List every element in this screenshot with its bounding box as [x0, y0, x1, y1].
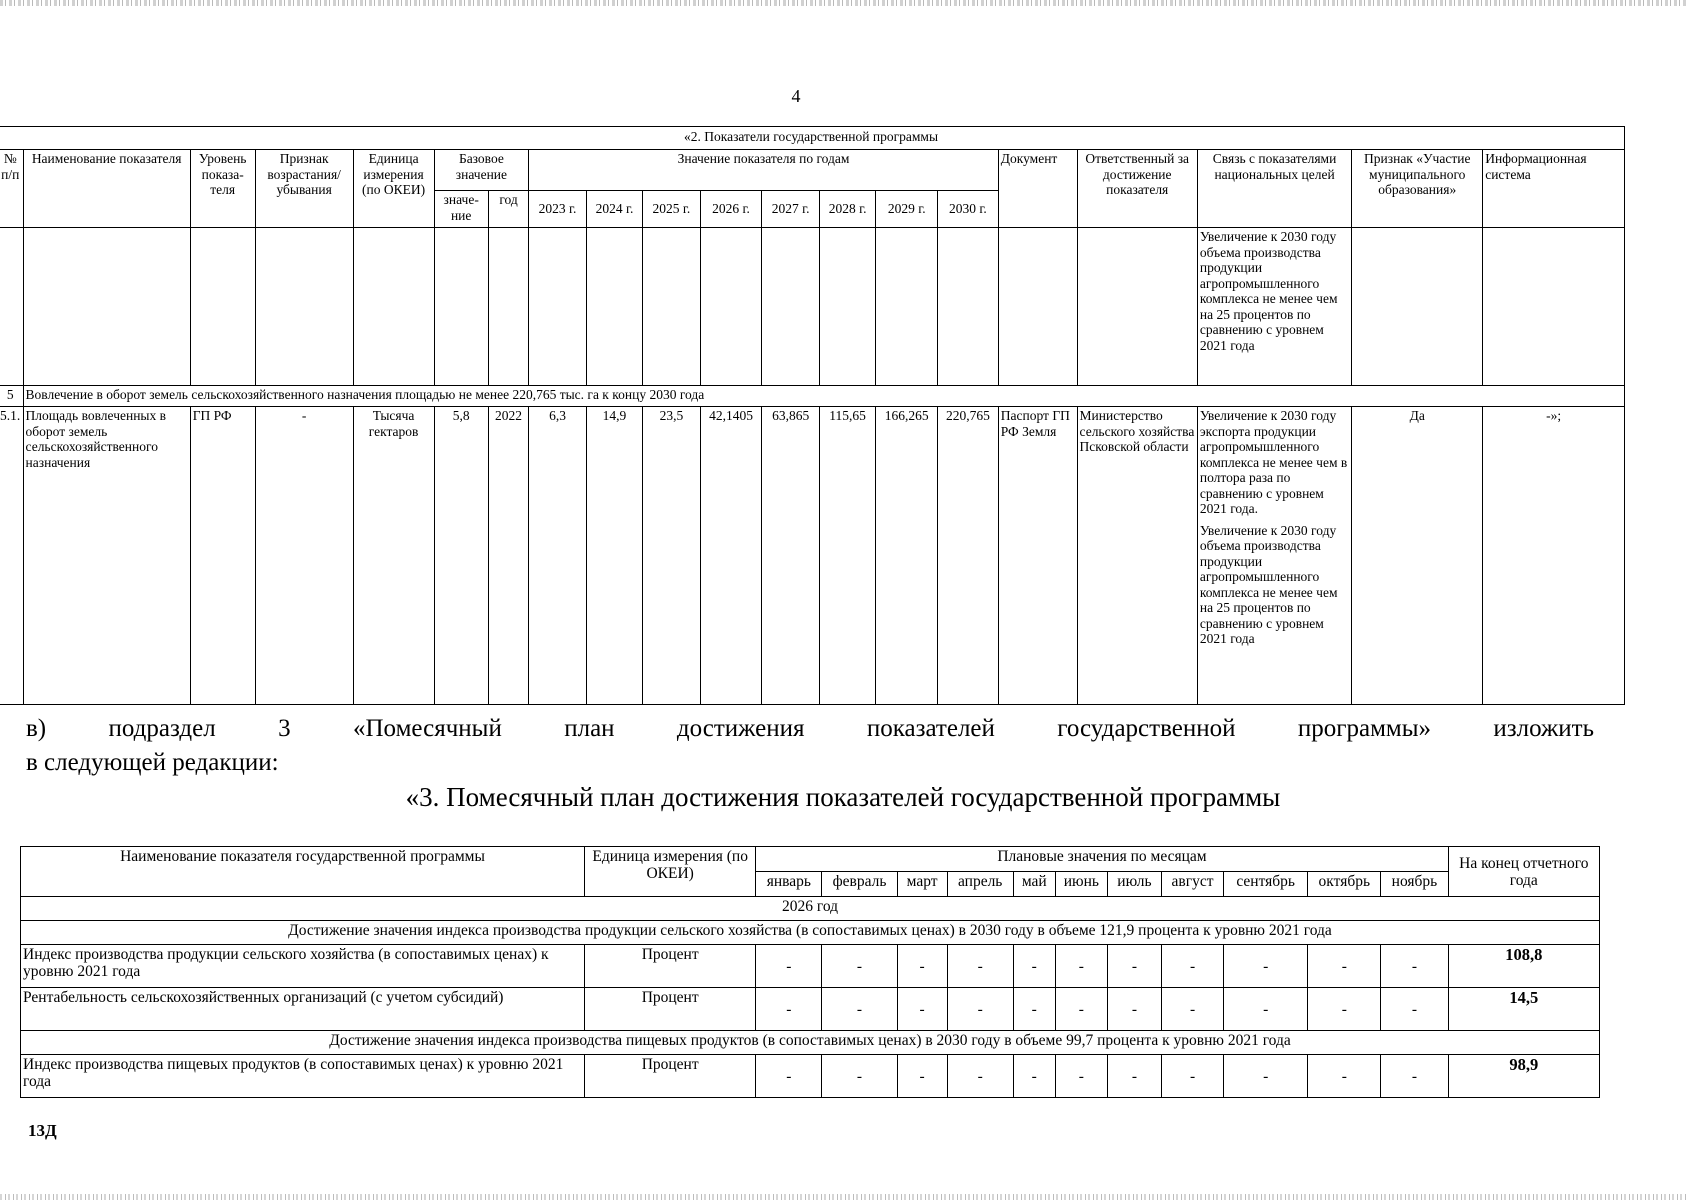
header-base: Базовое значение — [434, 150, 529, 191]
row-national — [1197, 407, 1351, 705]
header-month: сентябрь — [1224, 872, 1308, 897]
header-month: июль — [1107, 872, 1161, 897]
header-end-of-year: На конец отчетного года — [1448, 847, 1599, 897]
month-value: - — [822, 945, 897, 988]
header-year: 2026 г. — [700, 191, 762, 228]
month-value: - — [1161, 1055, 1223, 1098]
row-doc: Паспорт ГП РФ Земля — [998, 407, 1077, 705]
header-month: август — [1161, 872, 1223, 897]
header-unit: Единица измерения (по ОКЕИ) — [585, 847, 756, 897]
header-doc: Документ — [998, 150, 1077, 228]
header-base-value: значе-ние — [434, 191, 488, 228]
header-national: Связь с показателями национальных целей — [1197, 150, 1351, 228]
header-municipal: Признак «Участие муниципального образования» — [1352, 150, 1483, 228]
row-name: Площадь вовлеченных в оборот земель сельскохозяйственного назначения — [23, 407, 190, 705]
indicators-table — [0, 126, 1625, 705]
table-row — [21, 945, 1600, 988]
table-row — [21, 1055, 1600, 1098]
month-value: - — [1055, 1055, 1107, 1098]
header-year: 2024 г. — [586, 191, 642, 228]
month-value: - — [1107, 1055, 1161, 1098]
footer-code: 13Д — [28, 1121, 57, 1140]
header-level: Уровень показа-теля — [190, 150, 255, 228]
instruction-line-2: в следующей редакции: — [26, 749, 279, 776]
header-name: Наименование показателя — [23, 150, 190, 228]
month-value: - — [1308, 988, 1381, 1031]
month-value: - — [756, 945, 822, 988]
month-value: - — [1055, 988, 1107, 1031]
header-year: 2023 г. — [529, 191, 586, 228]
month-value: - — [1055, 945, 1107, 988]
month-value: - — [822, 988, 897, 1031]
month-value: - — [1224, 945, 1308, 988]
section-title: Вовлечение в оборот земель сельскохозяйственного назначения площадью не менее 220,765 тыс. га к концу 2030 года — [23, 386, 1624, 407]
end-of-year-value: 14,5 — [1448, 988, 1599, 1031]
month-value: - — [1013, 1055, 1055, 1098]
header-responsible: Ответственный за достижение показателя — [1077, 150, 1197, 228]
national-goal-1: Увеличение к 2030 году экспорта продукции агропромышленного комплекса не менее чем в полтора раза по сравнению с уровнем 2021 года. — [1199, 408, 1348, 516]
header-year: 2025 г. — [643, 191, 700, 228]
header-month: март — [897, 872, 947, 897]
row-unit: Тысяча гектаров — [353, 407, 434, 705]
month-value: - — [822, 1055, 897, 1098]
section-row — [0, 386, 1625, 407]
indicator-unit: Процент — [585, 1055, 756, 1098]
month-value: - — [1161, 945, 1223, 988]
row-year-value: 115,65 — [819, 407, 875, 705]
month-value: - — [1013, 988, 1055, 1031]
header-month: октябрь — [1308, 872, 1381, 897]
month-value: - — [947, 945, 1013, 988]
goal-group-title: Достижение значения индекса производства пищевых продуктов (в сопоставимых ценах) в 2030 году в объеме 99,7 процента к уровню 2021 года — [21, 1031, 1600, 1055]
row-municipal: Да — [1352, 407, 1483, 705]
header-month: февраль — [822, 872, 897, 897]
indicator-name: Рентабельность сельскохозяйственных организаций (с учетом субсидий) — [21, 988, 585, 1031]
month-value: - — [897, 945, 947, 988]
indicator-name: Индекс производства пищевых продуктов (в сопоставимых ценах) к уровню 2021 года — [21, 1055, 585, 1098]
end-of-year-value: 98,9 — [1448, 1055, 1599, 1098]
header-month: май — [1013, 872, 1055, 897]
header-month: апрель — [947, 872, 1013, 897]
header-infosys: Информационная система — [1483, 150, 1625, 228]
header-base-year: год — [488, 191, 528, 228]
header-month: июнь — [1055, 872, 1107, 897]
month-value: - — [1308, 1055, 1381, 1098]
header-month: январь — [756, 872, 822, 897]
national-goal-cell: Увеличение к 2030 году объема производства продукции агропромышленного комплекса не менее чем на 25 процентов по сравнению с уровнем 2021 года — [1197, 228, 1351, 386]
month-value: - — [897, 988, 947, 1031]
table-row — [21, 988, 1600, 1031]
page-number: 4 — [791, 86, 801, 106]
indicator-name: Индекс производства продукции сельского хозяйства (в сопоставимых ценах) к уровню 2021 года — [21, 945, 585, 988]
header-unit: Единица измерения (по ОКЕИ) — [353, 150, 434, 228]
year-row: 2026 год — [21, 897, 1600, 921]
month-value: - — [1308, 945, 1381, 988]
national-goal-2: Увеличение к 2030 году объема производства продукции агропромышленного комплекса не менее чем на 25 процентов по сравнению с уровнем 2021 года — [1199, 522, 1338, 646]
table-caption: «2. Показатели государственной программы — [0, 127, 1625, 150]
row-year-value: 42,1405 — [700, 407, 762, 705]
row-responsible: Министерство сельского хозяйства Псковской области — [1077, 407, 1197, 705]
monthly-plan-table — [20, 846, 1600, 1098]
table-row — [0, 407, 1625, 705]
header-trend: Признак возрастания/ убывания — [255, 150, 353, 228]
section-3-title: «3. Помесячный план достижения показателей государственной программы — [405, 782, 1281, 812]
month-value: - — [1161, 988, 1223, 1031]
month-value: - — [897, 1055, 947, 1098]
month-value: - — [756, 1055, 822, 1098]
header-years-group: Значение показателя по годам — [529, 150, 998, 191]
month-value: - — [1107, 945, 1161, 988]
month-value: - — [1013, 945, 1055, 988]
row-level: ГП РФ — [190, 407, 255, 705]
goal-group-title: Достижение значения индекса производства продукции сельского хозяйства (в сопоставимых ценах) в 2030 году в объеме 121,9 процента к уровню 2021 года — [21, 921, 1600, 945]
month-value: - — [1381, 1055, 1448, 1098]
scan-edge-top — [0, 0, 1686, 6]
month-value: - — [947, 988, 1013, 1031]
header-year: 2028 г. — [819, 191, 875, 228]
row-year-value: 14,9 — [586, 407, 642, 705]
header-indicator-name: Наименование показателя государственной программы — [21, 847, 585, 897]
row-base-value: 5,8 — [434, 407, 488, 705]
row-year-value: 166,265 — [876, 407, 938, 705]
indicator-unit: Процент — [585, 988, 756, 1031]
end-of-year-value: 108,8 — [1448, 945, 1599, 988]
row-year-value: 6,3 — [529, 407, 586, 705]
month-value: - — [1381, 945, 1448, 988]
table-row — [0, 228, 1625, 386]
header-year: 2027 г. — [762, 191, 819, 228]
row-trend: - — [255, 407, 353, 705]
header-year: 2030 г. — [938, 191, 999, 228]
month-value: - — [1224, 1055, 1308, 1098]
month-value: - — [1381, 988, 1448, 1031]
month-value: - — [756, 988, 822, 1031]
row-year-value: 23,5 — [643, 407, 700, 705]
header-month: ноябрь — [1381, 872, 1448, 897]
header-num: № п/п — [0, 150, 23, 228]
header-months-group: Плановые значения по месяцам — [756, 847, 1448, 872]
row-num: 5.1. — [0, 407, 23, 705]
indicator-unit: Процент — [585, 945, 756, 988]
row-year-value: 220,765 — [938, 407, 999, 705]
section-num: 5 — [0, 386, 23, 407]
month-value: - — [1107, 988, 1161, 1031]
row-base-year: 2022 — [488, 407, 528, 705]
row-infosys: -»; — [1483, 407, 1625, 705]
header-year: 2029 г. — [876, 191, 938, 228]
scan-edge-bottom — [0, 1194, 1686, 1200]
month-value: - — [1224, 988, 1308, 1031]
instruction-line-1: в) подраздел 3 «Помесячный план достижения показателей государственной программы» изложить — [26, 715, 1594, 742]
row-year-value: 63,865 — [762, 407, 819, 705]
month-value: - — [947, 1055, 1013, 1098]
